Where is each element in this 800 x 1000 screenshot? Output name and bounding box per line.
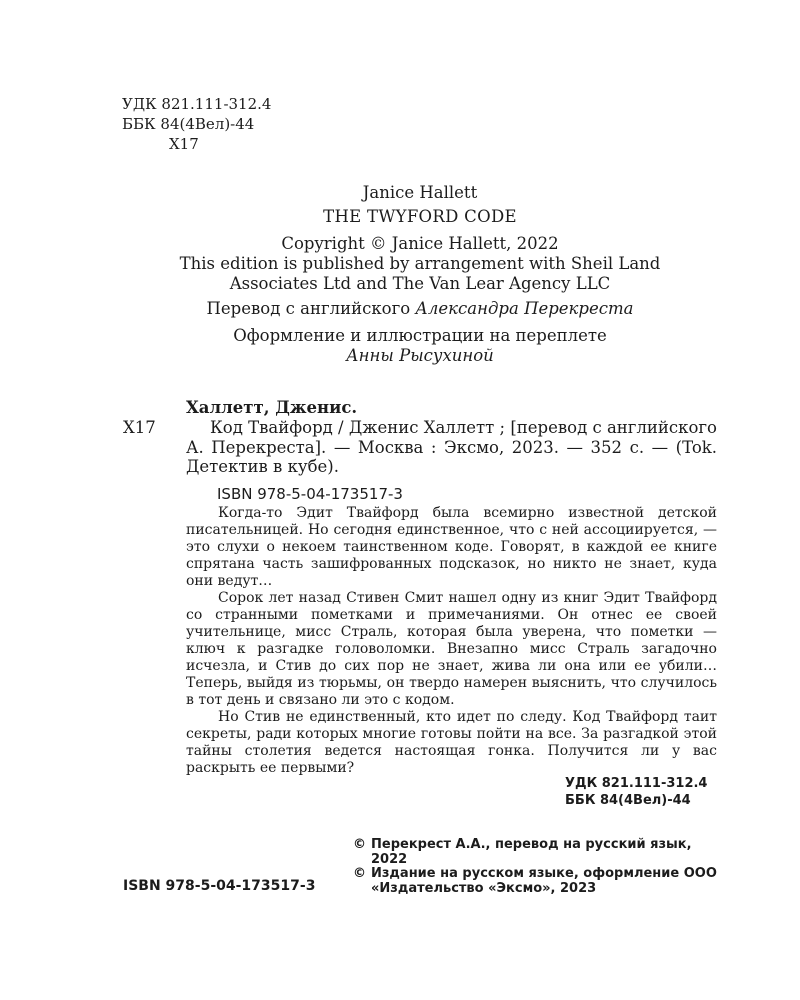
annotation <box>186 505 717 777</box>
design-label: Оформление и иллюстрации на переплете <box>233 326 607 345</box>
catalog-codes-top <box>122 94 271 154</box>
bbk-code: ББК 84(4Вел)-44 <box>565 793 691 808</box>
original-title: THE TWYFORD CODE <box>323 207 517 226</box>
original-author: Janice Hallett <box>362 183 478 202</box>
copyright-symbol: © <box>353 837 366 852</box>
isbn-bottom: ISBN 978-5-04-173517-3 <box>123 878 316 894</box>
copyright-symbol: © <box>353 866 366 881</box>
author-mark: Х17 <box>169 135 199 153</box>
annotation-paragraph: Сорок лет назад Стивен Смит нашел одну из книг Эдит Твайфорд со странными пометками и примечаниями. Он отнес ее своей учительнице, мисс Страль, которая была уверена, что пометки — ключ к разгадке головоломки. Внезапно мисс Страль загадочно исчезла, и Стив до сих пор не знает, жива ли она или ее убили… Теперь, выйдя из тюрьмы, он твердо намерен выяснить, что случилось в тот день и связано ли это с кодом. <box>186 590 717 708</box>
translation-credit <box>0 298 800 320</box>
bibliographic-description: Код Твайфорд / Дженис Халлетт ; [перевод с английского А. Перекреста]. — Москва : Эксмо, 2023. — 352 с. — (Tok. Детектив в кубе). <box>186 418 717 476</box>
artist-name: Анны Рысухиной <box>346 346 494 365</box>
agency-line: Associates Ltd and The Van Lear Agency LLC <box>229 274 611 293</box>
copyright-item <box>353 838 723 867</box>
udk-code: УДК 821.111-312.4 <box>565 776 708 791</box>
translator-name: Александра Перекреста <box>415 299 634 318</box>
bib-heading: Халлетт, Дженис. <box>186 398 358 417</box>
arrangement-line: This edition is published by arrangement with Sheil Land <box>179 254 661 273</box>
design-credit <box>0 326 800 366</box>
copyright-text: Перекрест А.А., перевод на русский язык, 2022 <box>371 837 692 867</box>
copyright-notice <box>0 234 800 294</box>
bbk-code: ББК 84(4Вел)-44 <box>122 115 255 133</box>
annotation-paragraph: Но Стив не единственный, кто идет по следу. Код Твайфорд таит секреты, ради которых многие готовы пойти на все. За разгадкой этой тайны столетия ведется настоящая гонка. Получится ли у вас раскрыть ее первыми? <box>186 709 717 776</box>
udk-code: УДК 821.111-312.4 <box>122 95 272 113</box>
translation-prefix: Перевод с английского <box>206 299 411 318</box>
catalog-codes-bottom <box>565 775 707 809</box>
copyright-text: Издание на русском языке, оформление ООО «Издательство «Эксмо», 2023 <box>371 866 717 896</box>
annotation-paragraph: Когда-то Эдит Твайфорд была всемирно известной детской писательницей. Но сегодня единственное, что с ней ассоциируется, — это слухи о некоем таинственном коде. Говорят, в каждой ее книге спрятана часть зашифрованных подсказок, но никто не знает, куда они ведут… <box>186 505 717 589</box>
call-number: Х17 <box>123 418 156 437</box>
copyright-line: Copyright © Janice Hallett, 2022 <box>281 234 559 253</box>
isbn-mid: ISBN 978-5-04-173517-3 <box>217 485 403 503</box>
copyright-block <box>353 838 723 896</box>
copyright-item <box>353 867 723 896</box>
